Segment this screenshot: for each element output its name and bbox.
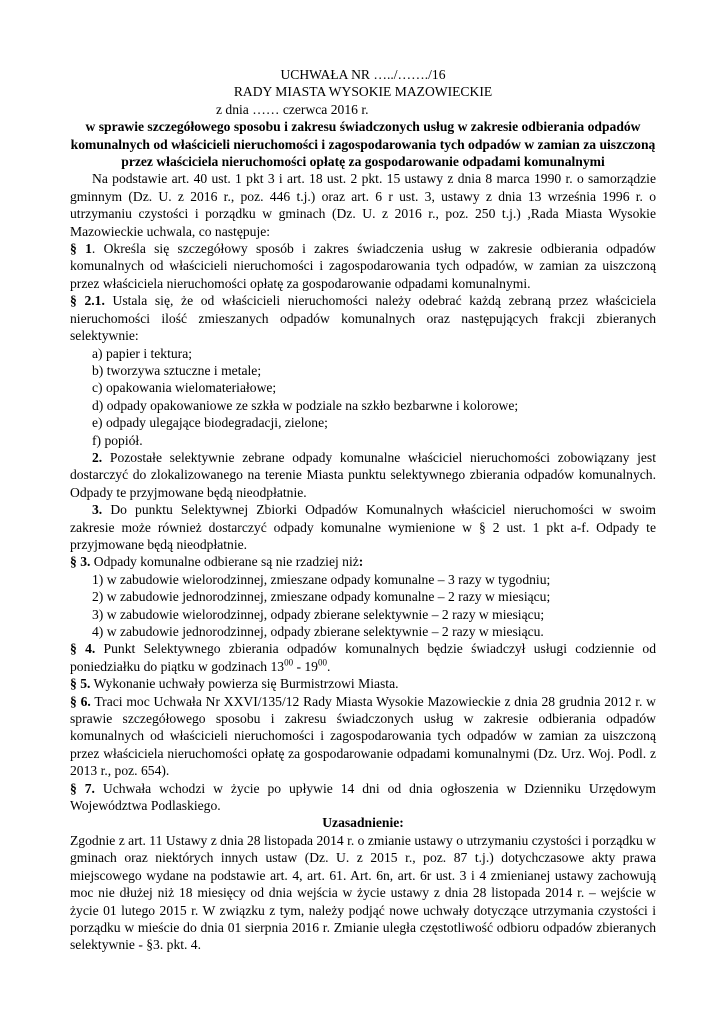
justification-text: Zgodnie z art. 11 Ustawy z dnia 28 listopada 2014 r. o zmianie ustawy o utrzymaniu czystości i porządku w gminach oraz niektórych innych ustaw (Dz. U. z 2015 r., poz. 87 t.j.) dotychczasowe akty prawa miejscowego wydane na podstawie art. 4, art. 61. Art. 6n, art. 6r ust. 3 i 4 zmienianej ustawy zachowują moc nie dłużej niż 18 miesięcy od dnia wejścia w życie ustawy z dnia 28 listopada 2014 r. – wejście w życie 01 lutego 2015 r. W związku z tym, należy podjąć nowe uchwały dotyczące utrzymania czystości i porządku w mieście do dnia 01 sierpnia 2016 r. Zmianie uległa częstotliwość odbioru odpadów zbieranych selektywnie - §3. pkt. 4. [70,832,656,953]
resolution-date: z dnia …… czerwca 2016 r. [216,101,369,117]
section-6 [70,693,656,780]
preamble: Na podstawie art. 40 ust. 1 pkt 3 i art. 18 ust. 2 pkt. 15 ustawy z dnia 8 marca 1990 r. o samorządzie gminnym (Dz. U. z 2016 r., poz. 446 t.j.) oraz art. 6 r ust. 3, ustawy z dnia 13 września 1996 r. o utrzymaniu czystości i porządku w gminach (Dz. U. z 2016 r., poz. 250 t.j.) ,Rada Miasta Wysokie Mazowieckie uchwala, co następuje: [70,171,656,239]
section-2-paragraph-1 [70,292,656,344]
time-superscript: 00 [284,657,294,668]
section-3-number: § 3. [70,554,91,570]
section-5-number: § 5. [70,676,91,692]
document-page [70,66,656,954]
list-item: 2) w zabudowie jednorodzinnej, zmieszane odpady komunalne – 2 razy w miesiącu; [92,589,551,605]
paragraph-3-number: 3. [92,502,103,518]
section-4 [70,640,656,675]
section-2-paragraph-2 [70,449,656,501]
section-1 [70,240,656,292]
section-4-number: § 4. [70,641,96,657]
section-7-text: Uchwała wchodzi w życie po upływie 14 dni od dnia ogłoszenia w Dzienniku Urzędowym Województwa Podlaskiego. [70,780,657,814]
section-7 [70,780,656,815]
section-6-number: § 6. [70,693,91,709]
resolution-title: w sprawie szczegółowego sposobu i zakresu świadczonych usług w zakresie odbierania odpadów komunalnych od właścicieli nieruchomości i zagospodarowania tych odpadów w zamian za uiszczoną przez właściciela nieruchomości opłatę za gospodarowanie odpadami komunalnymi [70,119,656,170]
list-item: 4) w zabudowie jednorodzinnej, odpady zbierane selektywnie – 2 razy w miesiącu. [92,624,544,639]
section-4-text: Punkt Selektywnego zbierania odpadów komunalnych będzie świadczył usługi codziennie od poniedziałku do piątku w godzinach 13 [70,641,656,674]
list-item: 1) w zabudowie wielorodzinnej, zmieszane odpady komunalne – 3 razy w tygodniu; [92,571,551,587]
section-2-number: § 2.1. [70,293,105,309]
council-name: RADY MIASTA WYSOKIE MAZOWIECKIE [233,84,493,100]
resolution-number: UCHWAŁA NR …../……./16 [280,67,446,82]
list-item: b) tworzywa sztuczne i metale; [92,362,262,378]
section-6-text: Traci moc Uchwała Nr XXVI/135/12 Rady Miasta Wysokie Mazowieckie z dnia 28 grudnia 2012 r. w sprawie szczegółowego sposobu i zakresu świadczonych usług w zakresie odbierania odpadów komunalnych od właścicieli nieruchomości i zagospodarowania tych odpadów w zamian za uiszczoną przez właściciela nieruchomości opłatę za gospodarowanie odpadami komunalnymi (Dz. Urz. Woj. Podl. z 2013 r., poz. 654). [70,693,656,779]
time-superscript: 00 [317,657,327,668]
section-2-paragraph-3 [70,501,656,553]
list-item: f) popiół. [92,432,143,448]
paragraph-3-text: Do punktu Selektywnej Zbiorki Odpadów Komunalnych właściciel nieruchomości w swoim zakresie może również dostarczyć odpady komunalne wymienione w § 2 ust. 1 pkt a-f. Odpady te przyjmowane będą nieodpłatnie. [70,502,656,552]
section-1-number: § 1 [70,241,92,257]
time-separator: - 19 [293,658,318,674]
list-item: d) odpady opakowaniowe ze szkła w podziale na szkło bezbarwne i kolorowe; [92,397,519,413]
section-4-end: . [326,658,331,674]
paragraph-2-text: Pozostałe selektywnie zebrane odpady komunalne właściciel nieruchomości zobowiązany jest dostarczyć do zlokalizowanego na terenie Miasta punktu selektywnego zbierania odpadów komunalnych. Odpady te przyjmowane będą nieodpłatnie. [70,449,656,500]
list-item: e) odpady ulegające biodegradacji, zielone; [92,415,328,431]
section-3-colon: : [358,554,364,570]
section-3-text: Odpady komunalne odbierane są nie rzadziej niż [90,554,359,570]
section-5-text: Wykonanie uchwały powierza się Burmistrzowi Miasta. [90,676,399,692]
justification-heading: Uzasadnienie: [322,815,404,831]
list-item: 3) w zabudowie wielorodzinnej, odpady zbierane selektywnie – 2 razy w miesiącu; [92,606,545,622]
section-3 [70,553,656,570]
list-item: c) opakowania wielomateriałowe; [92,380,277,396]
section-2-text: Ustala się, że od właścicieli nieruchomości należy odebrać każdą zebraną przez właściciela nieruchomości ilość zmieszanych odpadów komunalnych oraz następujących frakcji zbieranych selektywnie: [70,293,656,344]
section-1-text: . Określa się szczegółowy sposób i zakres świadczenia usług w zakresie odbierania odpadów komunalnych od właścicieli nieruchomości i zagospodarowania tych odpadów, w zamian za uiszczoną przez właściciela nieruchomości opłatę za gospodarowanie odpadami komunalnymi. [70,241,656,291]
section-5 [70,675,656,692]
list-item: a) papier i tektura; [92,345,193,361]
section-7-number: § 7. [70,780,95,796]
paragraph-2-number: 2. [92,449,103,465]
